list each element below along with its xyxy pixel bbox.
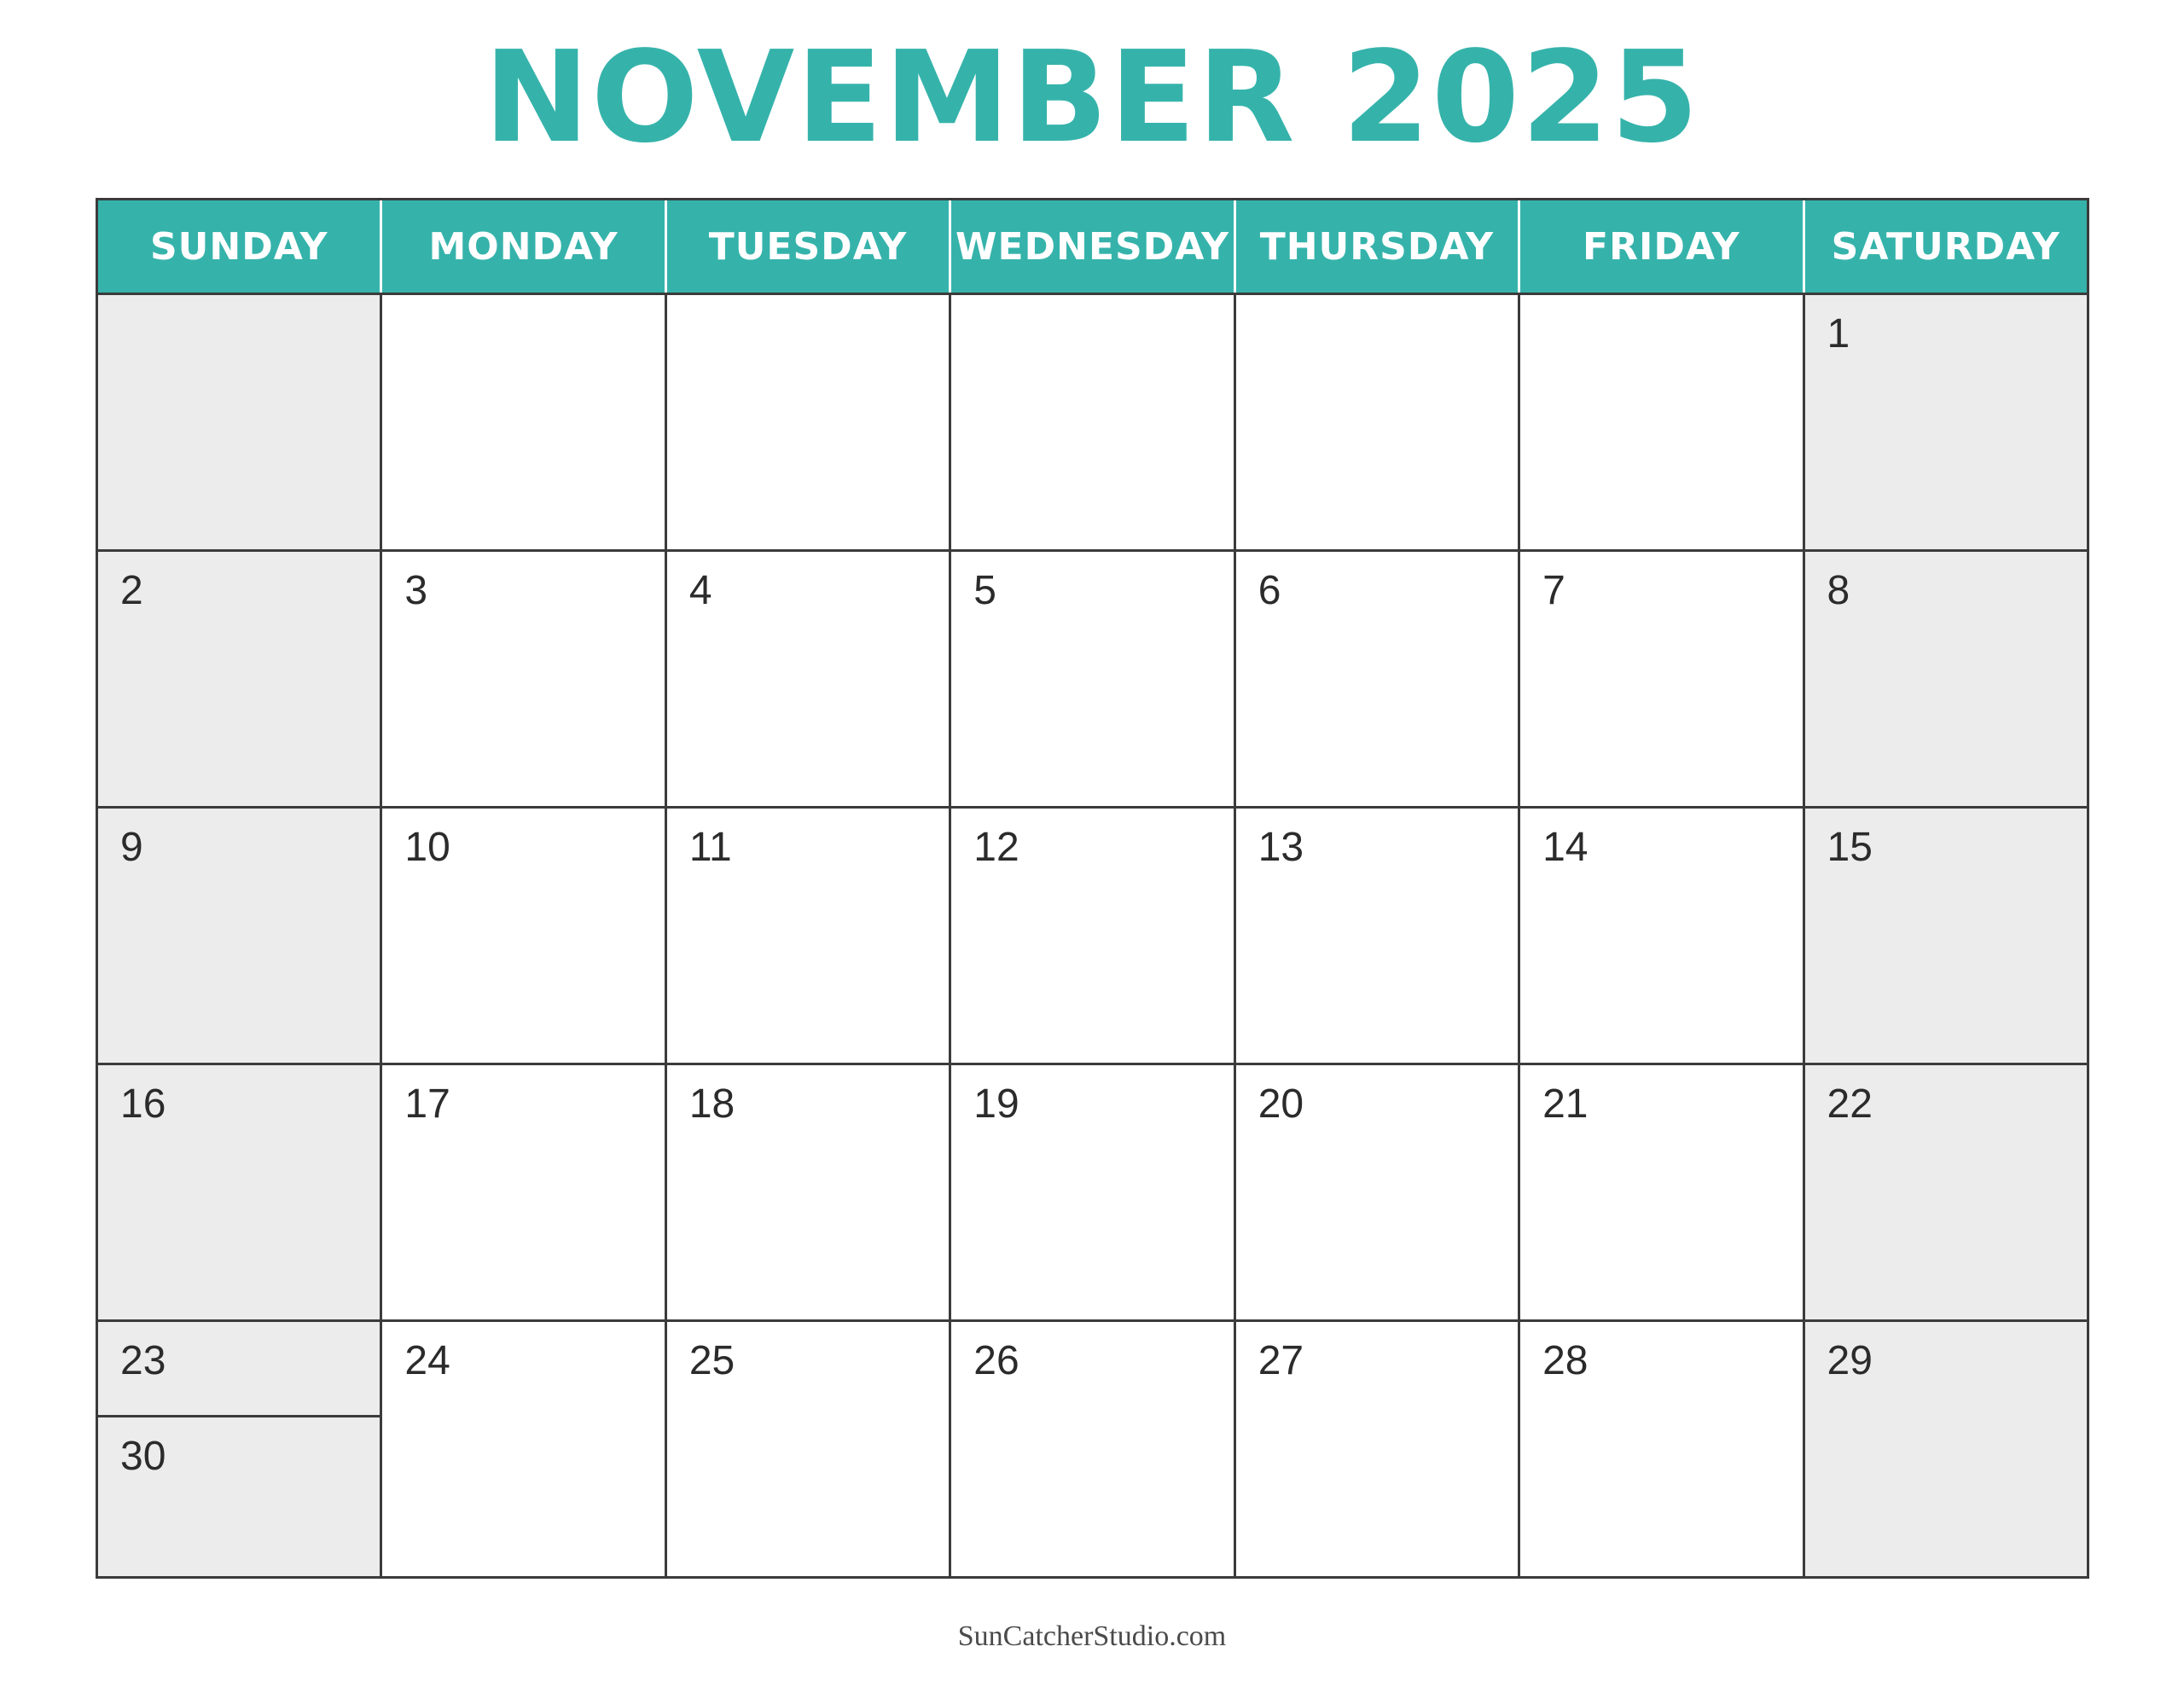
calendar-week-row <box>98 293 2087 549</box>
day-cell[interactable] <box>98 1322 380 1417</box>
calendar-week-row <box>98 549 2087 806</box>
day-number: 3 <box>404 568 428 613</box>
calendar-week-row <box>98 806 2087 1063</box>
day-cell[interactable] <box>1236 295 1520 549</box>
day-number: 18 <box>688 1081 735 1127</box>
calendar-grid <box>96 198 2089 1579</box>
page-title: NOVEMBER 2025 <box>484 24 1700 171</box>
day-number: 5 <box>973 568 996 613</box>
weekday-header-sunday: SUNDAY <box>98 200 382 293</box>
day-number: 24 <box>404 1338 450 1383</box>
day-cell[interactable] <box>1236 1322 1520 1576</box>
day-cell[interactable] <box>951 295 1235 549</box>
day-cell[interactable] <box>1805 809 2087 1063</box>
day-cell[interactable] <box>1805 1322 2087 1576</box>
day-number: 27 <box>1258 1338 1304 1383</box>
day-cell[interactable] <box>667 1065 951 1319</box>
day-number: 1 <box>1827 311 1850 357</box>
day-cell[interactable] <box>1236 552 1520 806</box>
day-number: 16 <box>120 1081 166 1127</box>
weekday-header-thursday: THURSDAY <box>1236 200 1520 293</box>
day-cell[interactable] <box>1236 809 1520 1063</box>
day-cell[interactable] <box>1520 295 1804 549</box>
day-number: 17 <box>404 1081 450 1127</box>
day-number: 21 <box>1542 1081 1589 1127</box>
calendar-week-row <box>98 1063 2087 1319</box>
day-number: 7 <box>1542 568 1565 613</box>
day-number: 20 <box>1258 1081 1304 1127</box>
day-cell[interactable] <box>1805 1065 2087 1319</box>
day-cell[interactable] <box>1520 552 1804 806</box>
calendar-week-row <box>98 1319 2087 1576</box>
day-number: 25 <box>688 1338 735 1383</box>
weekday-header-monday: MONDAY <box>382 200 666 293</box>
weekday-header-tuesday: TUESDAY <box>667 200 951 293</box>
day-number: 9 <box>120 825 143 870</box>
day-number: 4 <box>688 568 712 613</box>
day-cell[interactable] <box>382 1322 666 1576</box>
weekday-header-saturday: SATURDAY <box>1831 224 2060 269</box>
day-number: 12 <box>973 825 1019 870</box>
day-cell[interactable] <box>667 809 951 1063</box>
day-cell[interactable] <box>1805 295 2087 549</box>
day-number: 29 <box>1827 1338 1873 1383</box>
day-number: 13 <box>1258 825 1304 870</box>
weekday-header-friday: FRIDAY <box>1520 200 1804 293</box>
day-cell[interactable] <box>382 295 666 549</box>
day-cell[interactable] <box>382 809 666 1063</box>
day-number: 23 <box>120 1338 166 1383</box>
day-cell-split[interactable] <box>98 1322 382 1576</box>
day-cell[interactable] <box>951 1322 1235 1576</box>
day-number: 15 <box>1827 825 1873 870</box>
day-number: 8 <box>1827 568 1850 613</box>
day-number: 26 <box>973 1338 1019 1383</box>
day-cell[interactable] <box>667 295 951 549</box>
day-cell[interactable] <box>667 1322 951 1576</box>
day-number: 2 <box>120 568 143 613</box>
day-cell[interactable] <box>951 809 1235 1063</box>
day-cell[interactable] <box>98 552 382 806</box>
day-cell[interactable] <box>951 552 1235 806</box>
day-number: 22 <box>1827 1081 1873 1127</box>
day-number: 30 <box>120 1434 166 1479</box>
day-cell[interactable] <box>667 552 951 806</box>
day-cell[interactable] <box>1236 1065 1520 1319</box>
weekday-header-row <box>98 200 2087 293</box>
weekday-header-wednesday: WEDNESDAY <box>951 200 1235 293</box>
day-cell[interactable] <box>951 1065 1235 1319</box>
day-cell[interactable] <box>382 552 666 806</box>
day-cell[interactable] <box>382 1065 666 1319</box>
day-number: 28 <box>1542 1338 1589 1383</box>
day-number: 10 <box>404 825 450 870</box>
day-number: 6 <box>1258 568 1281 613</box>
day-number: 11 <box>688 825 732 870</box>
day-cell[interactable] <box>1805 552 2087 806</box>
day-number: 14 <box>1542 825 1589 870</box>
day-cell[interactable] <box>1520 809 1804 1063</box>
day-cell[interactable] <box>98 809 382 1063</box>
day-cell[interactable] <box>1520 1322 1804 1576</box>
day-cell[interactable] <box>98 295 382 549</box>
day-cell-overflow[interactable] <box>98 1417 380 1576</box>
footer-credit: SunCatcherStudio.com <box>957 1620 1227 1652</box>
day-cell[interactable] <box>98 1065 382 1319</box>
day-cell[interactable] <box>1520 1065 1804 1319</box>
day-number: 19 <box>973 1081 1019 1127</box>
